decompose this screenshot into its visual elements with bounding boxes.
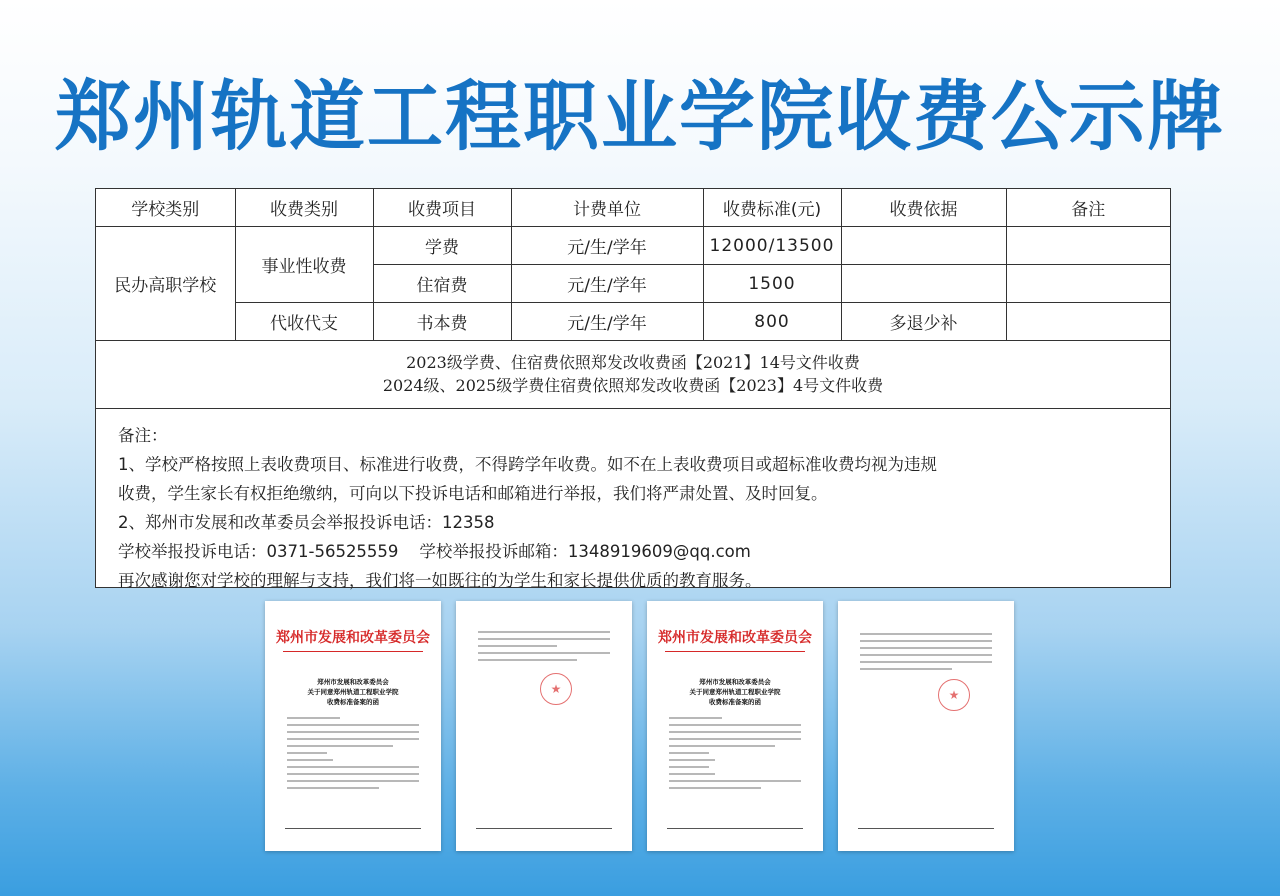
header-cell: 收费类别 (235, 189, 373, 227)
note-line: 1、学校严格按照上表收费项目、标准进行收费，不得跨学年收费。如不在上表收费项目或超标准收费均视为违规 (118, 455, 937, 474)
item-cell: 学费 (373, 227, 511, 265)
header-cell: 备注 (1006, 189, 1170, 227)
seal-icon: ★ (540, 673, 572, 705)
document-page-4 (838, 601, 1014, 851)
document-body-lines (669, 717, 801, 794)
table-row (96, 227, 1170, 265)
document-page-1 (265, 601, 441, 851)
header-cell: 计费单位 (511, 189, 703, 227)
category-cell: 代收代支 (235, 303, 373, 341)
standard-cell: 800 (703, 303, 841, 341)
document-title-line: 收费标准备案的函 (709, 698, 761, 706)
document-letterhead: 郑州市发展和改革委员会 (658, 630, 812, 646)
school-type-cell: 民办高职学校 (96, 227, 235, 341)
document-footer-rule (285, 828, 421, 829)
notes-section (96, 409, 1170, 595)
fee-basis-section (96, 341, 1170, 409)
document-images (0, 601, 1280, 861)
basis-cell (841, 227, 1006, 265)
document-footer-rule (858, 828, 994, 829)
page-title: 郑州轨道工程职业学院收费公示牌 (55, 72, 1225, 161)
document-body-lines (478, 631, 610, 666)
basis-cell: 多退少补 (841, 303, 1006, 341)
basis-line: 2023级学费、住宿费依照郑发改收费函【2021】14号文件收费 (406, 353, 860, 372)
fee-table (96, 189, 1170, 341)
header-cell: 收费依据 (841, 189, 1006, 227)
header-cell: 收费项目 (373, 189, 511, 227)
header-cell: 收费标准(元) (703, 189, 841, 227)
fee-notice-panel (95, 188, 1171, 588)
document-body-lines (287, 717, 419, 794)
document-page-2 (456, 601, 632, 851)
note-line: 再次感谢您对学校的理解与支持，我们将一如既往的为学生和家长提供优质的教育服务。 (118, 571, 762, 590)
seal-icon: ★ (938, 679, 970, 711)
document-title-line: 关于同意郑州轨道工程职业学院 (689, 688, 781, 696)
document-page-3 (647, 601, 823, 851)
document-body-lines (860, 633, 992, 675)
note-line: 2、郑州市发展和改革委员会举报投诉电话：12358 (118, 513, 495, 532)
table-header-row (96, 189, 1170, 227)
notes-heading: 备注： (118, 426, 168, 445)
basis-line: 2024级、2025级学费住宿费依照郑发改收费函【2023】4号文件收费 (382, 376, 884, 395)
item-cell: 书本费 (373, 303, 511, 341)
standard-cell: 12000/13500 (703, 227, 841, 265)
unit-cell: 元/生/学年 (511, 303, 703, 341)
header-cell: 学校类别 (96, 189, 235, 227)
unit-cell: 元/生/学年 (511, 265, 703, 303)
document-title-line: 收费标准备案的函 (327, 698, 379, 706)
note-line: 学校举报投诉电话：0371-56525559 学校举报投诉邮箱：1348919609@qq.com (118, 542, 751, 561)
basis-cell (841, 265, 1006, 303)
document-footer-rule (476, 828, 612, 829)
remark-cell (1006, 265, 1170, 303)
document-title-line: 郑州市发展和改革委员会 (699, 678, 771, 686)
note-line: 收费，学生家长有权拒绝缴纳，可向以下投诉电话和邮箱进行举报，我们将严肃处置、及时回复。 (118, 484, 828, 503)
document-title-line: 关于同意郑州轨道工程职业学院 (307, 688, 399, 696)
letterhead-rule (665, 651, 805, 652)
remark-cell (1006, 303, 1170, 341)
letterhead-rule (283, 651, 423, 652)
document-letterhead: 郑州市发展和改革委员会 (276, 630, 430, 646)
item-cell: 住宿费 (373, 265, 511, 303)
document-title-line: 郑州市发展和改革委员会 (317, 678, 389, 686)
unit-cell: 元/生/学年 (511, 227, 703, 265)
category-cell: 事业性收费 (235, 227, 373, 303)
remark-cell (1006, 227, 1170, 265)
document-footer-rule (667, 828, 803, 829)
standard-cell: 1500 (703, 265, 841, 303)
table-row (96, 303, 1170, 341)
